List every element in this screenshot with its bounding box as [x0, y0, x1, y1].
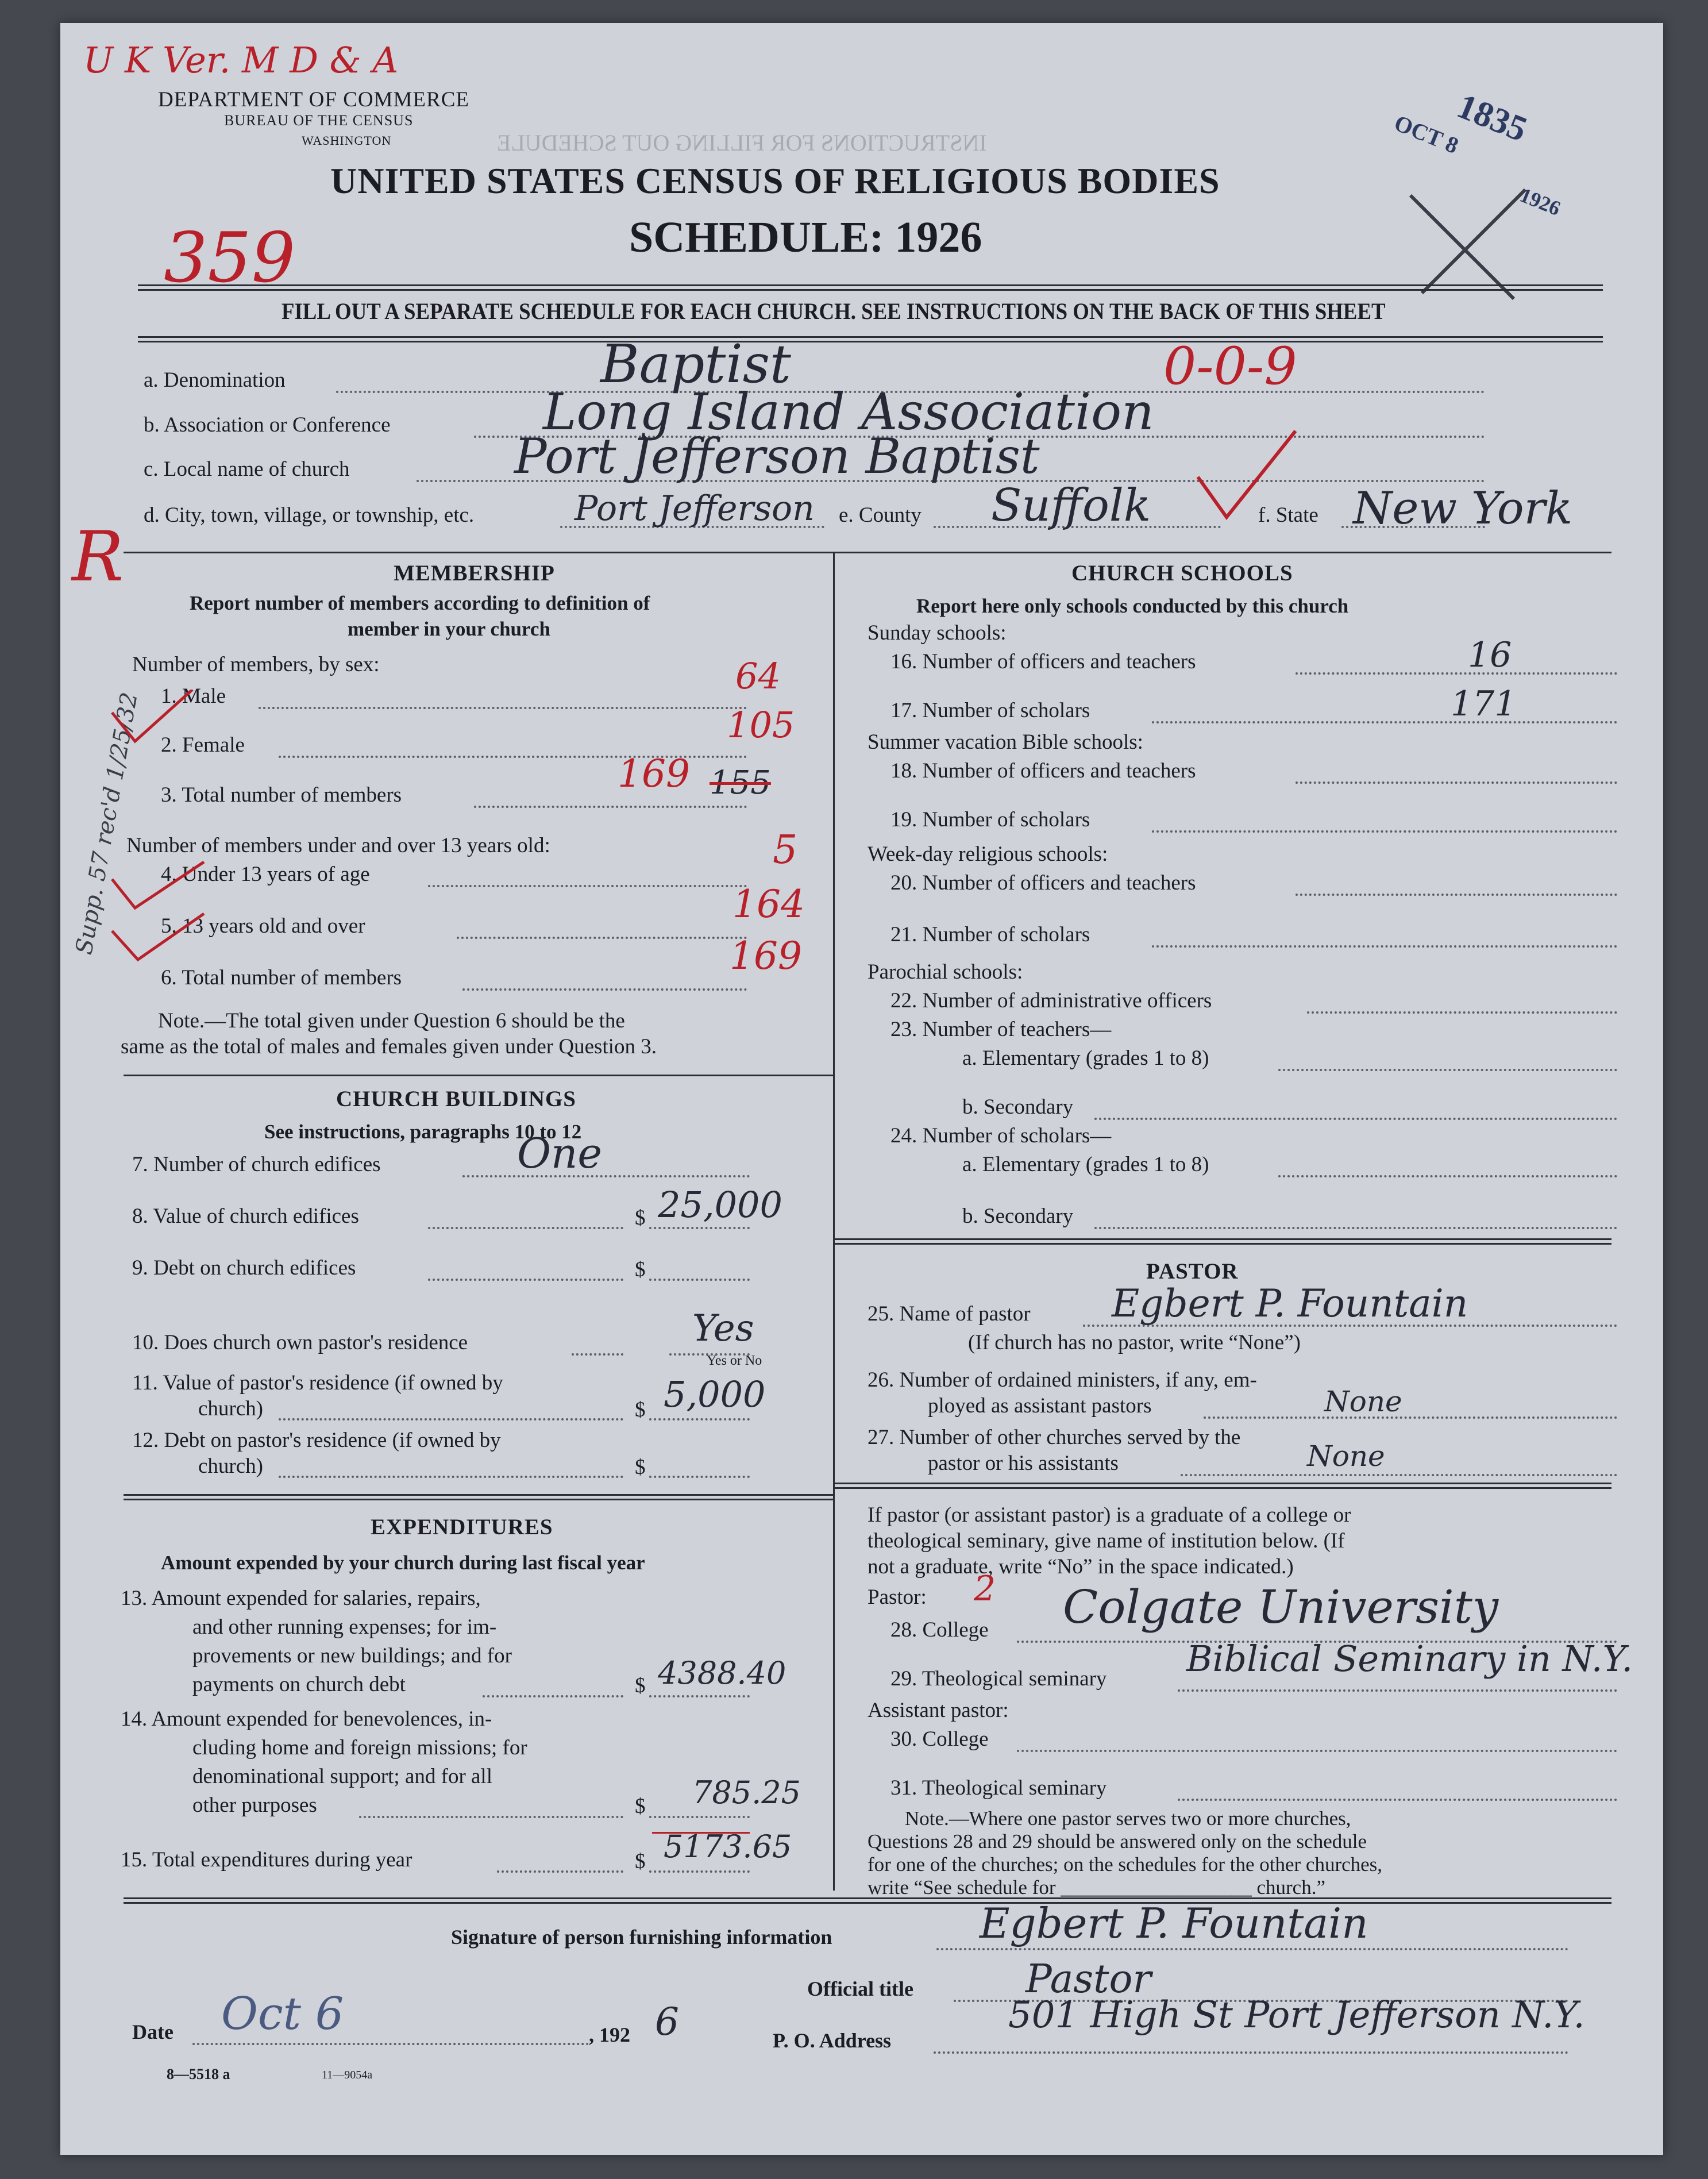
q1-male-label: 1. Male	[161, 684, 226, 708]
signature-value[interactable]: Egbert P. Fountain	[980, 1899, 1368, 1947]
buildings-heading: CHURCH BUILDINGS	[336, 1087, 576, 1111]
summer-schools-label: Summer vacation Bible schools:	[868, 730, 1143, 754]
annotation-side-note: Supp. 57 rec'd 1/25/32	[71, 690, 143, 957]
sunday-schools-label: Sunday schools:	[868, 621, 1007, 645]
year-value[interactable]: 6	[655, 2000, 679, 2044]
q2-female-value[interactable]: 105	[727, 704, 795, 746]
q3-total-value[interactable]: 169	[618, 752, 690, 796]
census-schedule-sheet	[60, 23, 1663, 2155]
schools-heading: CHURCH SCHOOLS	[1071, 561, 1293, 586]
members-by-sex: Number of members, by sex:	[132, 653, 380, 676]
q23a-label: a. Elementary (grades 1 to 8)	[962, 1046, 1209, 1070]
q14-dollar: $	[635, 1795, 646, 1818]
association-value[interactable]: Long Island Association	[543, 382, 1154, 441]
q12-dollar: $	[635, 1456, 646, 1479]
q21-label: 21. Number of scholars	[890, 923, 1090, 946]
q24-label: 24. Number of scholars—	[890, 1124, 1112, 1148]
q15-dollar: $	[635, 1850, 646, 1873]
q25-hint: (If church has no pastor, write “None”)	[968, 1331, 1301, 1354]
city-value[interactable]: Port Jefferson	[575, 488, 815, 529]
annotation-number: 359	[164, 218, 296, 298]
po-address-value[interactable]: 501 High St Port Jefferson N.Y.	[1008, 1994, 1585, 2036]
membership-sub-2: member in your church	[348, 618, 550, 640]
q10-value[interactable]: Yes	[692, 1307, 754, 1350]
q10-label: 10. Does church own pastor's residence	[132, 1331, 468, 1354]
q16-value[interactable]: 16	[1468, 635, 1512, 675]
q31-label: 31. Theological seminary	[890, 1776, 1107, 1800]
date-value[interactable]: Oct 6	[221, 1988, 344, 2040]
pastor-sublabel: Pastor:	[868, 1585, 927, 1609]
bleed-through-text: INSTRUCTIONS FOR FILLING OUT SCHEDULE	[497, 130, 987, 156]
q11-value[interactable]: 5,000	[664, 1373, 766, 1415]
pastor-note-1: Note.—Where one pastor serves two or more churches,	[905, 1807, 1351, 1830]
denomination-label: a. Denomination	[144, 368, 286, 392]
membership-note-2: same as the total of males and females given under Question 3.	[121, 1035, 657, 1058]
q7-value[interactable]: One	[517, 1129, 603, 1177]
schedule-year: SCHEDULE: 1926	[629, 213, 982, 261]
q8-label: 8. Value of church edifices	[132, 1204, 359, 1228]
expenditures-sub: Amount expended by your church during last fiscal year	[161, 1552, 645, 1574]
q10-hint: Yes or No	[707, 1353, 762, 1368]
q28-label: 28. College	[890, 1618, 989, 1642]
print-number: 11—9054a	[322, 2069, 373, 2081]
q16-label: 16. Number of officers and teachers	[890, 650, 1196, 673]
q23-label: 23. Number of teachers—	[890, 1018, 1112, 1041]
q24a-label: a. Elementary (grades 1 to 8)	[962, 1153, 1209, 1176]
membership-heading: MEMBERSHIP	[394, 561, 555, 586]
parochial-schools-label: Parochial schools:	[868, 960, 1023, 984]
city-label: d. City, town, village, or township, etc.	[144, 503, 475, 527]
q5-over13-value[interactable]: 164	[732, 882, 805, 926]
q8-dollar: $	[635, 1206, 646, 1230]
q14-value[interactable]: 785.25	[692, 1774, 801, 1811]
q14-line-2: cluding home and foreign missions; for	[192, 1736, 527, 1760]
q7-label: 7. Number of church edifices	[132, 1153, 381, 1176]
assistant-pastor-sublabel: Assistant pastor:	[868, 1699, 1009, 1722]
q20-label: 20. Number of officers and teachers	[890, 871, 1196, 895]
members-by-age: Number of members under and over 13 years old:	[126, 834, 550, 857]
q30-label: 30. College	[890, 1727, 989, 1751]
q9-dollar: $	[635, 1258, 646, 1281]
stamp-number: 1835	[1451, 86, 1533, 149]
q13-line-3: provements or new buildings; and for	[192, 1644, 512, 1668]
q28-value[interactable]: Colgate University	[1063, 1580, 1499, 1634]
county-value[interactable]: Suffolk	[991, 480, 1151, 532]
q29-value[interactable]: Biblical Seminary in N.Y.	[1186, 1638, 1633, 1680]
state-label: f. State	[1258, 503, 1318, 527]
year-prefix: , 192	[589, 2023, 630, 2046]
pastor-heading: PASTOR	[1146, 1259, 1239, 1284]
association-label: b. Association or Conference	[144, 413, 391, 437]
instruction-line: FILL OUT A SEPARATE SCHEDULE FOR EACH CHURCH. SEE INSTRUCTIONS ON THE BACK OF THIS SHEET	[282, 298, 1386, 324]
pastor-note-2: Questions 28 and 29 should be answered only on the schedule	[868, 1830, 1367, 1853]
q26-value[interactable]: None	[1324, 1385, 1402, 1418]
q26-label-2: ployed as assistant pastors	[928, 1394, 1152, 1418]
local-name-label: c. Local name of church	[144, 457, 350, 481]
membership-note-1: Note.—The total given under Question 6 should be the	[158, 1009, 625, 1033]
q13-line-2: and other running expenses; for im-	[192, 1615, 497, 1639]
q8-value[interactable]: 25,000	[658, 1184, 782, 1226]
q19-label: 19. Number of scholars	[890, 808, 1090, 831]
q13-line-1: 13. Amount expended for salaries, repairs,	[121, 1587, 481, 1610]
q4-under13-label: 4. Under 13 years of age	[161, 863, 370, 886]
q27-label-2: pastor or his assistants	[928, 1452, 1119, 1475]
q5-over13-label: 5. 13 years old and over	[161, 914, 365, 938]
q12-label-2: church)	[198, 1454, 263, 1478]
q13-value[interactable]: 4388.40	[658, 1655, 786, 1691]
q14-line-1: 14. Amount expended for benevolences, in-	[121, 1707, 492, 1731]
q11-label-1: 11. Value of pastor's residence (if owned by	[132, 1371, 503, 1395]
graduate-line-3: not a graduate, write “No” in the space indicated.)	[868, 1555, 1294, 1579]
q9-label: 9. Debt on church edifices	[132, 1256, 356, 1280]
q6-total-value[interactable]: 169	[730, 934, 802, 978]
q24b-label: b. Secondary	[962, 1204, 1074, 1228]
q27-label-1: 27. Number of other churches served by the	[868, 1426, 1241, 1449]
q2-female-label: 2. Female	[161, 733, 245, 757]
annotation-letter: R	[72, 517, 124, 597]
state-value[interactable]: New York	[1353, 483, 1573, 534]
date-label: Date	[132, 2020, 174, 2043]
signature-label: Signature of person furnishing information	[451, 1926, 832, 1949]
q23b-label: b. Secondary	[962, 1095, 1074, 1119]
q3-struck-value: 155	[710, 764, 771, 802]
q27-value[interactable]: None	[1307, 1439, 1385, 1473]
pastor-note-4: write “See schedule for ___________________ church.”	[868, 1876, 1326, 1899]
schools-sub: Report here only schools conducted by this church	[916, 595, 1349, 617]
bureau-name: BUREAU OF THE CENSUS	[224, 112, 414, 129]
red-tick-marks	[106, 690, 221, 988]
q13-dollar: $	[635, 1674, 646, 1697]
q17-label: 17. Number of scholars	[890, 699, 1090, 722]
local-name-value[interactable]: Port Jefferson Baptist	[514, 428, 1040, 484]
annotation-code: 0-0-9	[1163, 336, 1297, 396]
q17-value[interactable]: 171	[1451, 684, 1517, 724]
po-address-label: P. O. Address	[773, 2029, 892, 2052]
graduate-line-1: If pastor (or assistant pastor) is a graduate of a college or	[868, 1503, 1351, 1527]
q15-label: 15. Total expenditures during year	[121, 1848, 412, 1872]
q25-label: 25. Name of pastor	[868, 1302, 1031, 1326]
bureau-city: WASHINGTON	[302, 133, 392, 148]
annotation-pastor-count: 2	[974, 1569, 996, 1609]
q25-value[interactable]: Egbert P. Fountain	[1112, 1281, 1468, 1326]
q15-value[interactable]: 5173.65	[664, 1828, 792, 1865]
q4-under13-value[interactable]: 5	[773, 827, 798, 873]
q6-total-label: 6. Total number of members	[161, 966, 402, 990]
q1-male-value[interactable]: 64	[735, 655, 781, 697]
pastor-note-3: for one of the churches; on the schedules for the other churches,	[868, 1853, 1383, 1876]
expenditures-heading: EXPENDITURES	[371, 1515, 553, 1539]
q14-line-3: denominational support; and for all	[192, 1765, 492, 1788]
official-title-label: Official title	[807, 1977, 913, 2000]
q14-line-4: other purposes	[192, 1793, 317, 1817]
denomination-value[interactable]: Baptist	[600, 333, 791, 395]
form-number: 8—5518 a	[167, 2066, 230, 2082]
q11-dollar: $	[635, 1398, 646, 1422]
q3-total-label: 3. Total number of members	[161, 783, 402, 807]
county-label: e. County	[839, 503, 922, 527]
q22-label: 22. Number of administrative officers	[890, 989, 1212, 1012]
q18-label: 18. Number of officers and teachers	[890, 759, 1196, 783]
q13-line-4: payments on church debt	[192, 1673, 406, 1696]
q26-label-1: 26. Number of ordained ministers, if any, em-	[868, 1368, 1257, 1392]
graduate-line-2: theological seminary, give name of institution below. (If	[868, 1529, 1345, 1553]
weekday-schools-label: Week-day religious schools:	[868, 842, 1108, 866]
official-title-value[interactable]: Pastor	[1025, 1957, 1151, 2002]
department-name: DEPARTMENT OF COMMERCE	[158, 88, 469, 111]
stamp-date: OCT 8	[1390, 109, 1463, 159]
q11-label-2: church)	[198, 1397, 263, 1420]
membership-sub-1: Report number of members according to definition of	[190, 592, 650, 614]
form-title: UNITED STATES CENSUS OF RELIGIOUS BODIES	[330, 160, 1220, 201]
buildings-sub: See instructions, paragraphs 10 to 12	[264, 1121, 582, 1143]
stamp-year: 1926	[1517, 183, 1564, 221]
q29-label: 29. Theological seminary	[890, 1667, 1107, 1691]
annotation-top-left: U K Ver. M D & A	[83, 39, 399, 81]
q12-label-1: 12. Debt on pastor's residence (if owned by	[132, 1429, 501, 1452]
